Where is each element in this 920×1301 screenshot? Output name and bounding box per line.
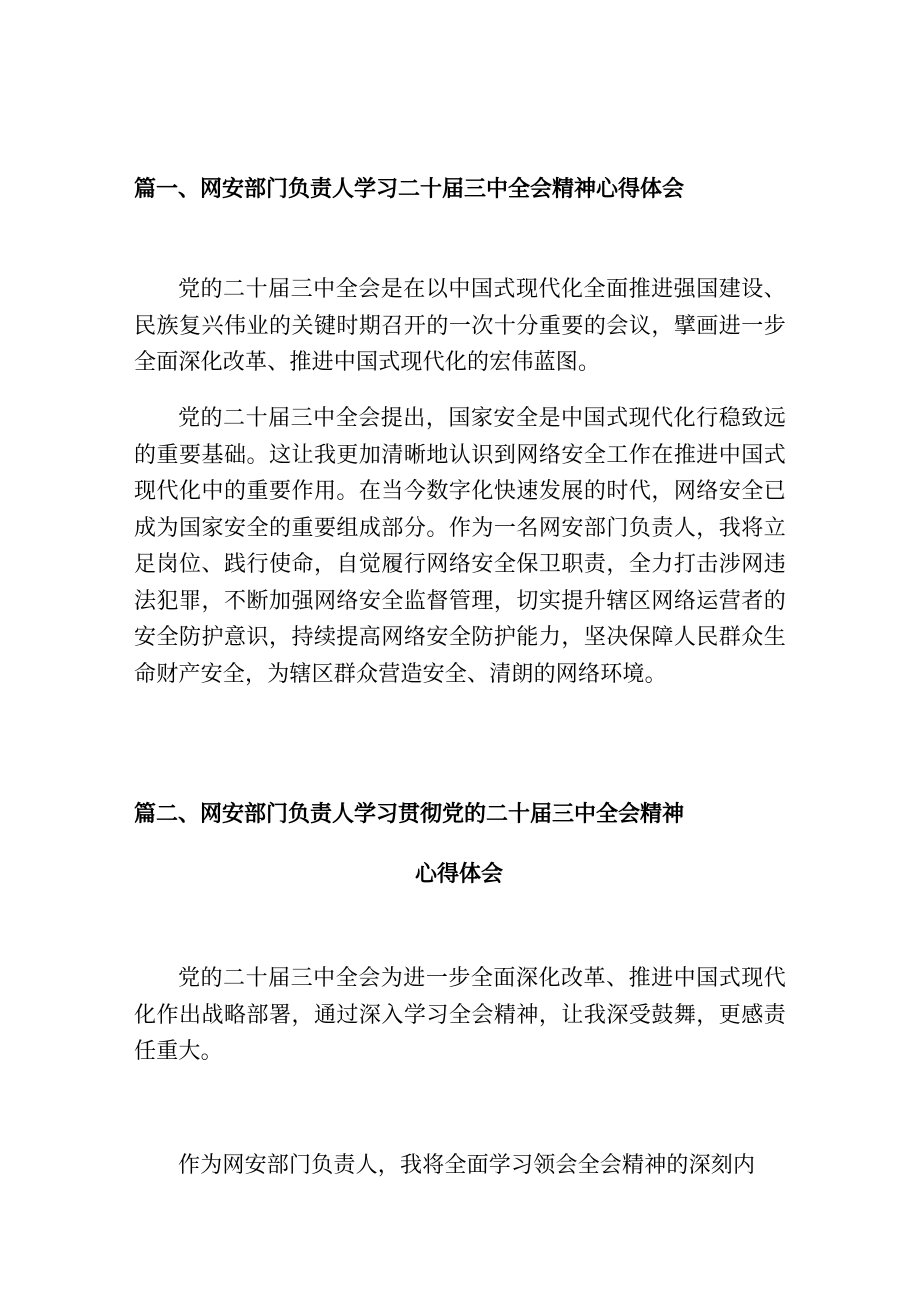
section2-paragraph-2: 作为网安部门负责人，我将全面学习领会全会精神的深刻内: [178, 1153, 756, 1178]
section2-title-line2: 心得体会: [414, 862, 503, 887]
section1-title: 篇一、网安部门负责人学习二十届三中全会精神心得体会: [134, 177, 685, 202]
section2-title-line1: 篇二、网安部门负责人学习贯彻党的二十届三中全会精神: [134, 802, 685, 827]
section1-paragraph-2: 党的二十届三中全会提出，国家安全是中国式现代化行稳致远的重要基础。这让我更加清晰地认识到网络安全工作在推进中国式现代化中的重要作用。在当今数字化快速发展的时代，网络安全已成为国家安全的重要组成部分。作为一名网安部门负责人，我将立足岗位、践行使命，自觉履行网络安全保卫职责，全力打击涉网违法犯罪，不断加强网络安全监督管理，切实提升辖区网络运营者的安全防护意识，持续提高网络安全防护能力，坚决保障人民群众生命财产安全，为辖区群众营造安全、清朗的网络环境。: [134, 406, 786, 687]
section2-paragraph-1: 党的二十届三中全会为进一步全面深化改革、推进中国式现代化作出战略部署，通过深入学习全会精神，让我深受鼓舞，更感责任重大。: [134, 966, 786, 1064]
section1-paragraph-1: 党的二十届三中全会是在以中国式现代化全面推进强国建设、民族复兴伟业的关键时期召开的一次十分重要的会议，擘画进一步全面深化改革、推进中国式现代化的宏伟蓝图。: [134, 277, 786, 375]
